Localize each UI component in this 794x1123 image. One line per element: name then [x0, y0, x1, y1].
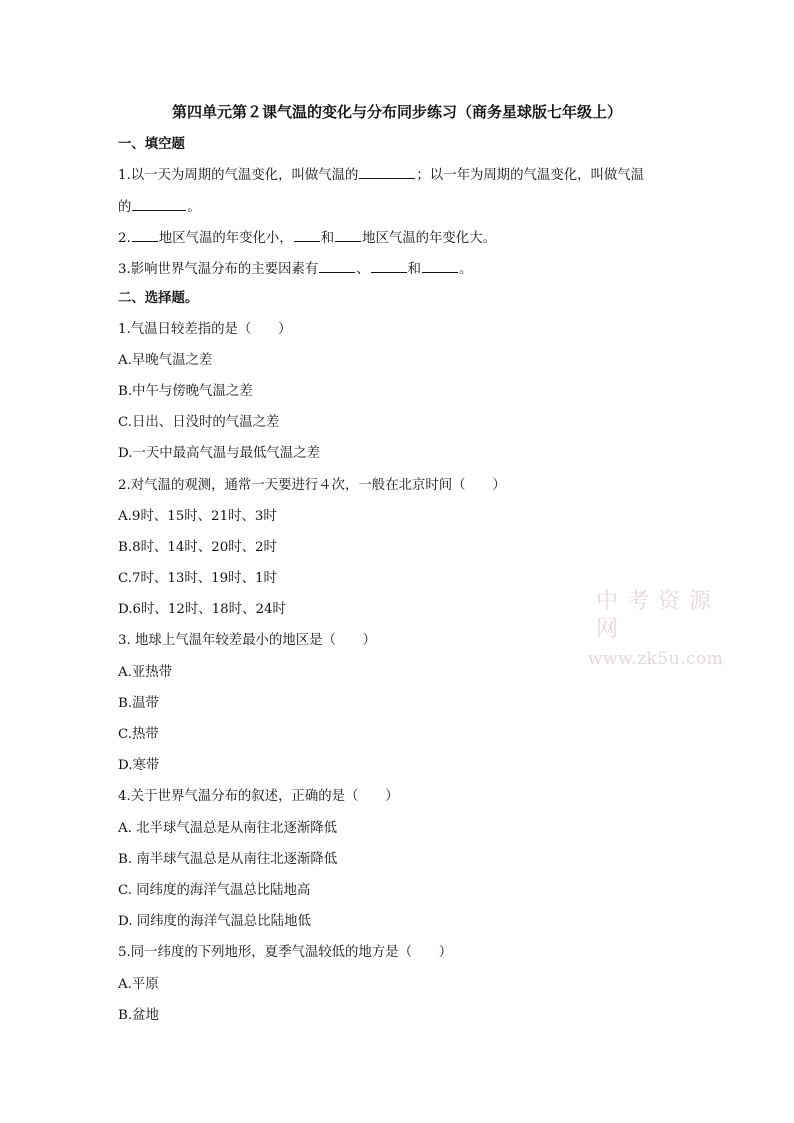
choice-option: D. 同纬度的海洋气温总比陆地低 — [118, 914, 311, 929]
fill-q2-text-c: 和 — [320, 231, 335, 246]
choice-question-stem: 2.对气温的观测，通常一天要进行４次，一般在北京时间（ ） — [118, 478, 506, 493]
choice-question-stem: 3. 地球上气温年较差最小的地区是（ ） — [118, 633, 377, 648]
fill-question-1-line-2 — [118, 196, 201, 218]
fill-q3-sep-1: 、 — [356, 262, 370, 277]
choice-option: A.9时、15时、21时、3时 — [118, 509, 277, 524]
answer-blank[interactable] — [422, 258, 458, 273]
fill-q3-text-a: 3.影响世界气温分布的主要因素有 — [118, 262, 319, 277]
answer-blank[interactable] — [371, 258, 407, 273]
answer-blank[interactable] — [132, 227, 158, 242]
section-heading-choice: 二、选择题。 — [118, 291, 199, 306]
choice-option: D.一天中最高气温与最低气温之差 — [118, 446, 320, 461]
choice-option: B.温带 — [118, 696, 159, 711]
choice-option: B.盆地 — [118, 1008, 159, 1023]
answer-blank[interactable] — [132, 196, 186, 211]
choice-option: C. 同纬度的海洋气温总比陆地高 — [118, 883, 311, 898]
page-title: 第四单元第２课气温的变化与分布同步练习（商务星球版七年级上） — [171, 103, 622, 121]
fill-q3-sep-2: 和 — [407, 262, 422, 277]
watermark — [588, 588, 748, 670]
choice-option: A.平原 — [118, 977, 159, 992]
fill-q1-text-a: 1.以一天为周期的气温变化，叫做气温的 — [118, 168, 359, 183]
choice-option: D.寒带 — [118, 758, 160, 773]
choice-question-stem: 4.关于世界气温分布的叙述，正确的是（ ） — [118, 789, 399, 804]
choice-option: C.7时、13时、19时、1时 — [118, 571, 277, 586]
fill-question-1-line-1 — [118, 164, 644, 186]
fill-q3-end: 。 — [459, 262, 473, 277]
watermark-url: www.zk5u.com — [588, 649, 724, 669]
choice-option: C.热带 — [118, 727, 159, 742]
fill-question-3 — [118, 258, 472, 280]
choice-option: D.6时、12时、18时、24时 — [118, 602, 286, 617]
watermark-site-name: 中考资源网 — [596, 589, 721, 642]
answer-blank[interactable] — [319, 258, 355, 273]
answer-blank[interactable] — [359, 164, 415, 179]
choice-option: A.早晚气温之差 — [118, 353, 213, 368]
fill-q2-text-a: 2. — [118, 231, 131, 246]
choice-option: A. 北半球气温总是从南往北逐渐降低 — [118, 821, 338, 836]
choice-option: B.中午与傍晚气温之差 — [118, 384, 253, 399]
choice-option: A.亚热带 — [118, 665, 173, 680]
choice-option: C.日出、日没时的气温之差 — [118, 415, 280, 430]
choice-question-stem: 1.气温日较差指的是（ ） — [118, 322, 292, 337]
answer-blank[interactable] — [335, 227, 361, 242]
fill-q1-text-d: 。 — [187, 200, 201, 215]
fill-q2-text-d: 地区气温的年变化大。 — [362, 231, 496, 246]
choice-option: B. 南半球气温总是从南往北逐渐降低 — [118, 852, 338, 867]
fill-q2-text-b: 地区气温的年变化小， — [158, 231, 293, 246]
fill-q1-text-c: 的 — [118, 200, 132, 215]
answer-blank[interactable] — [294, 227, 320, 242]
section-heading-fill-in: 一、填空题 — [118, 137, 185, 152]
fill-q1-text-b: ；以一年为周期的气温变化，叫做气温 — [416, 168, 645, 183]
choice-question-stem: 5.同一纬度的下列地形，夏季气温较低的地方是（ ） — [118, 945, 453, 960]
fill-question-2 — [118, 227, 496, 249]
choice-option: B.8时、14时、20时、2时 — [118, 540, 277, 555]
